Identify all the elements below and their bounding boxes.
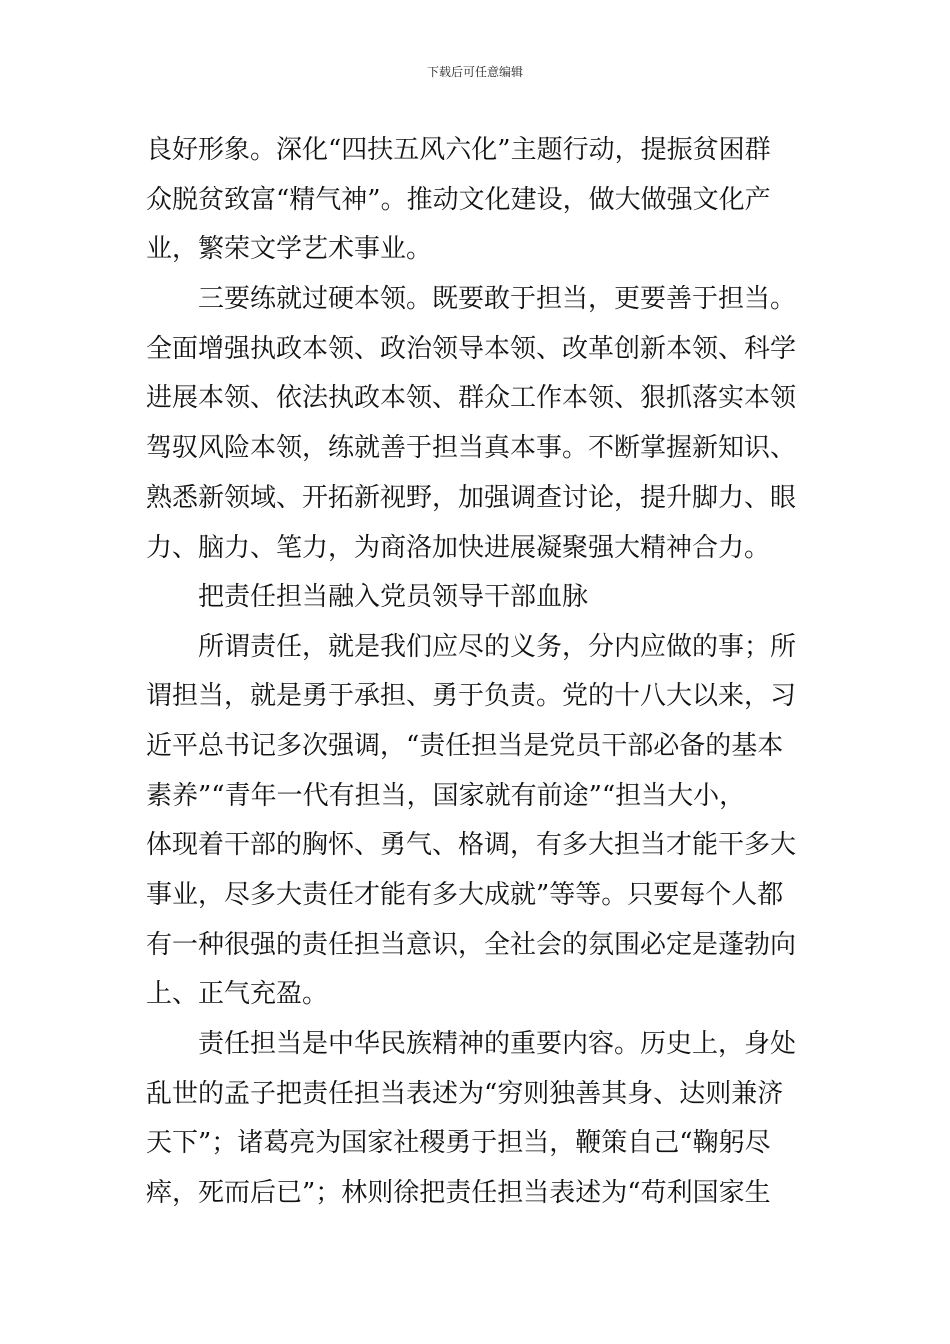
text-line: 天下”；诸葛亮为国家社稷勇于担当，鞭策自己“鞠躬尽 — [146, 1128, 771, 1158]
text-line: 有一种很强的责任担当意识，全社会的氛围必定是蓬勃向 — [146, 930, 797, 960]
text-line: 进展本领、依法执政本领、群众工作本领、狠抓落实本领 — [146, 383, 797, 413]
text-line: 近平总书记多次强调，“责任担当是党员干部必备的基本 — [146, 731, 784, 761]
text-line: 全面增强执政本领、政治领导本领、改革创新本领、科学 — [146, 334, 797, 364]
text-line: 谓担当，就是勇于承担、勇于负责。党的十八大以来，习 — [146, 681, 797, 711]
paragraph-first-line: 责任担当是中华民族精神的重要内容。历史上，身处 — [198, 1029, 797, 1059]
text-line: 良好形象。深化“四扶五风六化”主题行动，提振贫困群 — [146, 135, 771, 165]
text-line: 力、脑力、笔力，为商洛加快进展凝聚强大精神合力。 — [146, 533, 771, 563]
text-line: 上、正气充盈。 — [146, 979, 329, 1009]
paragraph-first-line: 所谓责任，就是我们应尽的义务，分内应做的事；所 — [198, 632, 797, 662]
text-line: 乱世的孟子把责任担当表述为“穷则独善其身、达则兼济 — [146, 1079, 784, 1109]
text-line: 业，繁荣文学艺术事业。 — [146, 234, 433, 264]
text-line: 瘁，死而后已”；林则徐把责任担当表述为“苟利国家生 — [146, 1178, 771, 1208]
text-line: 驾驭风险本领，练就善于担当真本事。不断掌握新知识、 — [146, 433, 797, 463]
text-line: 体现着干部的胸怀、勇气、格调，有多大担当才能干多大 — [146, 830, 797, 860]
paragraph-first-line: 三要练就过硬本领。既要敢于担当，更要善于担当。 — [198, 284, 797, 314]
text-line: 众脱贫致富“精气神”。推动文化建设，做大做强文化产 — [146, 185, 771, 215]
page-header: 下载后可任意编辑 — [426, 65, 523, 79]
text-line: 熟悉新领域、开拓新视野，加强调查讨论，提升脚力、眼 — [146, 483, 797, 513]
text-line: 事业，尽多大责任才能有多大成就”等等。只要每个人都 — [146, 880, 784, 910]
section-heading: 把责任担当融入党员领导干部血脉 — [198, 582, 589, 612]
text-line: 素养”“青年一代有担当，国家就有前途”“担当大小， — [146, 781, 746, 811]
